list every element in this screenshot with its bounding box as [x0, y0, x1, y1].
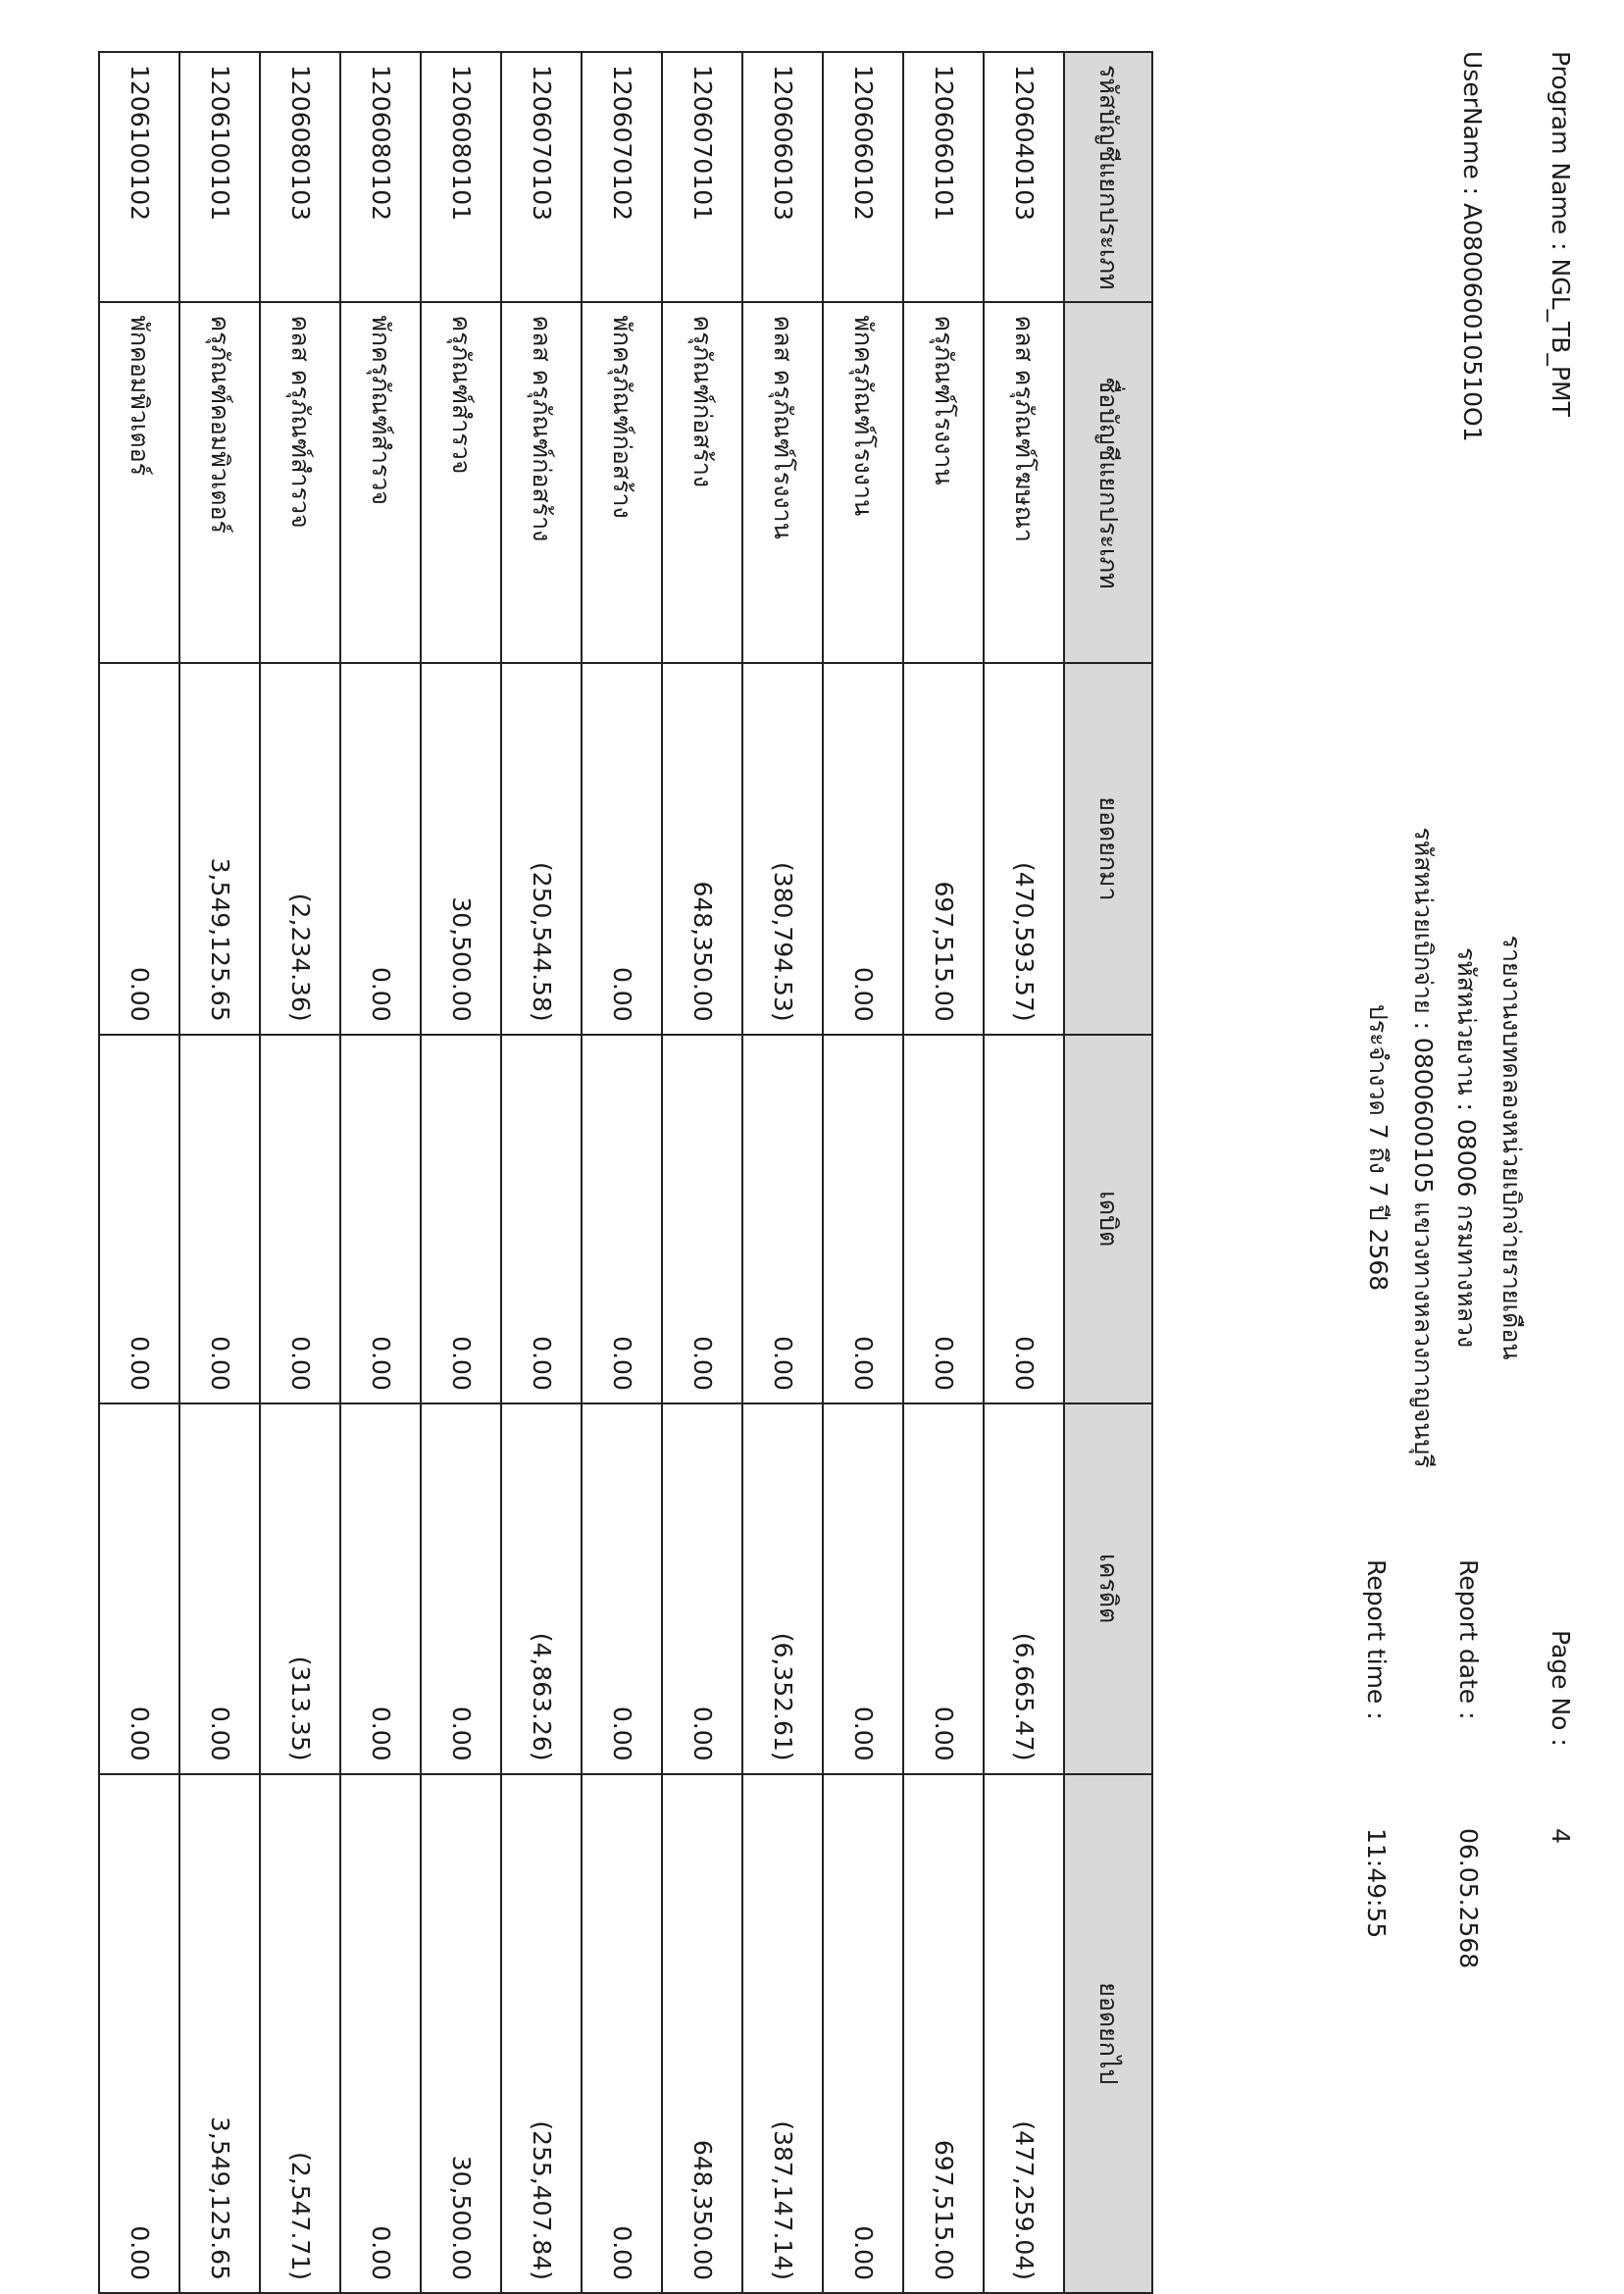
table-row [903, 52, 984, 2293]
table-row [582, 52, 662, 2293]
brought-forward-amount: 0.00 [582, 663, 662, 1034]
carried-forward-amount: 0.00 [582, 1774, 662, 2293]
account-name: ครุภัณฑ์คอมพิวเตอร์ [179, 302, 260, 663]
debit-amount: 0.00 [179, 1035, 260, 1403]
debit-amount: 0.00 [582, 1035, 662, 1403]
brought-forward-amount: 648,350.00 [662, 663, 742, 1034]
account-code: 1206060103 [742, 52, 823, 302]
debit-amount: 0.00 [823, 1035, 903, 1403]
program-name: Program Name : NGL_TB_PMT [1547, 51, 1575, 417]
report-date-value: 06.05.2568 [1454, 1828, 1483, 1969]
table-row [742, 52, 823, 2293]
account-code: 1206080102 [340, 52, 421, 302]
col-header-code: รหัสบัญชีแยกประเภท [1064, 52, 1152, 302]
debit-amount: 0.00 [662, 1035, 742, 1403]
agency-code: รหัสหน่วยงาน : 08006 กรมทางหลวง [1452, 946, 1481, 1349]
debit-amount: 0.00 [340, 1035, 421, 1403]
credit-amount: 0.00 [823, 1403, 903, 1774]
debit-amount: 0.00 [260, 1035, 340, 1403]
table-row [984, 52, 1064, 2293]
debit-amount: 0.00 [903, 1035, 984, 1403]
credit-amount: 0.00 [179, 1403, 260, 1774]
report-title: รายงานงบทดลองหน่วยเบิกจ่ายรายเดือน [1497, 935, 1526, 1360]
table-row [421, 52, 501, 2293]
debit-amount: 0.00 [99, 1035, 179, 1403]
page-no-value: 4 [1547, 1828, 1575, 1844]
table-row [340, 52, 421, 2293]
account-code: 1206080103 [260, 52, 340, 302]
carried-forward-amount: (387,147.14) [742, 1774, 823, 2293]
brought-forward-amount: (470,593.57) [984, 663, 1064, 1034]
col-header-name: ชื่อบัญชีแยกประเภท [1064, 302, 1152, 663]
credit-amount: 0.00 [421, 1403, 501, 1774]
col-header-brought-forward: ยอดยกมา [1064, 663, 1152, 1034]
debit-amount: 0.00 [501, 1035, 582, 1403]
carried-forward-amount: 0.00 [823, 1774, 903, 2293]
credit-amount: (313.35) [260, 1403, 340, 1774]
credit-amount: (6,665.47) [984, 1403, 1064, 1774]
col-header-credit: เครดิต [1064, 1403, 1152, 1774]
brought-forward-amount: 3,549,125.65 [179, 663, 260, 1034]
trial-balance-table [98, 51, 1153, 2294]
account-code: 1206060102 [823, 52, 903, 302]
page-no-label: Page No : [1547, 1630, 1575, 1747]
col-header-debit: เดบิต [1064, 1035, 1152, 1403]
credit-amount: 0.00 [99, 1403, 179, 1774]
brought-forward-amount: 0.00 [340, 663, 421, 1034]
carried-forward-amount: 30,500.00 [421, 1774, 501, 2293]
credit-amount: 0.00 [340, 1403, 421, 1774]
account-code: 1206100101 [179, 52, 260, 302]
debit-amount: 0.00 [984, 1035, 1064, 1403]
account-name: พักครุภัณฑ์สำรวจ [340, 302, 421, 663]
report-time-value: 11:49:55 [1362, 1828, 1391, 1939]
brought-forward-amount: 0.00 [99, 663, 179, 1034]
account-name: ครุภัณฑ์ก่อสร้าง [662, 302, 742, 663]
table-row [501, 52, 582, 2293]
carried-forward-amount: 697,515.00 [903, 1774, 984, 2293]
account-code: 1206060101 [903, 52, 984, 302]
carried-forward-amount: (477,259.04) [984, 1774, 1064, 2293]
table-row [260, 52, 340, 2293]
brought-forward-amount: 0.00 [823, 663, 903, 1034]
user-name: UserName : A080060010510O1 [1458, 51, 1487, 442]
carried-forward-amount: 3,549,125.65 [179, 1774, 260, 2293]
account-code: 1206070103 [501, 52, 582, 302]
credit-amount: 0.00 [662, 1403, 742, 1774]
disbursing-unit: รหัสหน่วยเบิกจ่าย : 0800600105 แขวงทางหลวงกาญจนบุรี [1409, 827, 1438, 1468]
report-date-label: Report date : [1454, 1559, 1483, 1720]
report-time-label: Report time : [1362, 1559, 1391, 1720]
account-name: ครุภัณฑ์สำรวจ [421, 302, 501, 663]
account-name: คลส ครุภัณฑ์โฆษณา [984, 302, 1064, 663]
carried-forward-amount: 0.00 [340, 1774, 421, 2293]
account-code: 1206070102 [582, 52, 662, 302]
account-code: 1206040103 [984, 52, 1064, 302]
account-name: คลส ครุภัณฑ์ก่อสร้าง [501, 302, 582, 663]
brought-forward-amount: (380,794.53) [742, 663, 823, 1034]
account-code: 1206070101 [662, 52, 742, 302]
account-code: 1206100102 [99, 52, 179, 302]
brought-forward-amount: (2,234.36) [260, 663, 340, 1034]
credit-amount: 0.00 [582, 1403, 662, 1774]
table-row [823, 52, 903, 2293]
brought-forward-amount: (250,544.58) [501, 663, 582, 1034]
carried-forward-amount: (255,407.84) [501, 1774, 582, 2293]
account-name: พักคอมพิวเตอร์ [99, 302, 179, 663]
debit-amount: 0.00 [742, 1035, 823, 1403]
table-header-row [1064, 52, 1152, 2293]
col-header-carried-forward: ยอดยกไป [1064, 1774, 1152, 2293]
credit-amount: (4,863.26) [501, 1403, 582, 1774]
debit-amount: 0.00 [421, 1035, 501, 1403]
account-name: คลส ครุภัณฑ์โรงงาน [742, 302, 823, 663]
account-name: คลส ครุภัณฑ์สำรวจ [260, 302, 340, 663]
account-name: พักครุภัณฑ์โรงงาน [823, 302, 903, 663]
brought-forward-amount: 697,515.00 [903, 663, 984, 1034]
report-period: ประจำงวด 7 ถึง 7 ปี 2568 [1364, 1003, 1393, 1292]
account-name: ครุภัณฑ์โรงงาน [903, 302, 984, 663]
table-row [662, 52, 742, 2293]
credit-amount: 0.00 [903, 1403, 984, 1774]
carried-forward-amount: 0.00 [99, 1774, 179, 2293]
carried-forward-amount: 648,350.00 [662, 1774, 742, 2293]
brought-forward-amount: 30,500.00 [421, 663, 501, 1034]
account-code: 1206080101 [421, 52, 501, 302]
table-row [99, 52, 179, 2293]
credit-amount: (6,352.61) [742, 1403, 823, 1774]
table-row [179, 52, 260, 2293]
carried-forward-amount: (2,547.71) [260, 1774, 340, 2293]
account-name: พักครุภัณฑ์ก่อสร้าง [582, 302, 662, 663]
